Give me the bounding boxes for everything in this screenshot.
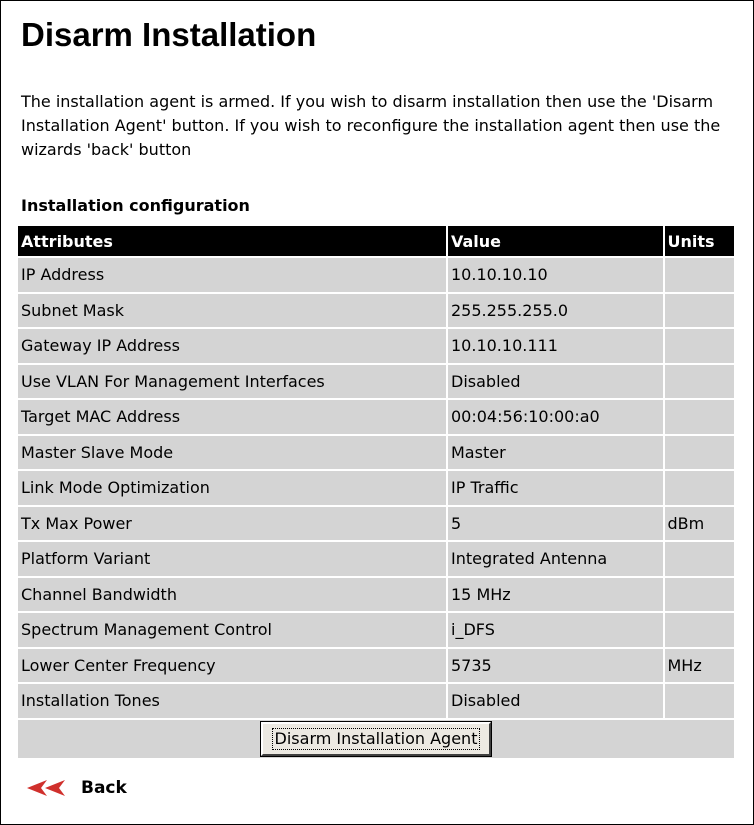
units-cell: MHz [665,649,735,683]
units-cell [665,329,735,363]
table-row [18,649,734,683]
table-row [18,400,734,434]
table-row [18,471,734,505]
value-cell: 10.10.10.10 [448,258,663,292]
config-table [16,224,736,760]
units-cell [665,542,735,576]
table-row [18,507,734,541]
column-header-units: Units [665,226,735,256]
column-header-attributes: Attributes [18,226,446,256]
units-cell [665,400,735,434]
table-row [18,436,734,470]
back-label: Back [81,778,127,798]
table-row [18,578,734,612]
value-cell: 15 MHz [448,578,663,612]
disarm-button-label: Disarm Installation Agent [274,728,478,748]
units-cell: dBm [665,507,735,541]
value-cell: 255.255.255.0 [448,294,663,328]
value-cell: Master [448,436,663,470]
units-cell [665,613,735,647]
value-cell: IP Traffic [448,471,663,505]
button-row [18,720,734,758]
units-cell [665,578,735,612]
intro-text: The installation agent is armed. If you wish to disarm installation then use the 'Disarm Installation Agent' button. If you wish to reconfigure the installation agent then use the wizards 'back' button [21,92,721,159]
attribute-cell: Gateway IP Address [18,329,446,363]
table-row [18,258,734,292]
attribute-cell: Use VLAN For Management Interfaces [18,365,446,399]
table-row [18,684,734,718]
attribute-cell: Spectrum Management Control [18,613,446,647]
back-link[interactable] [25,777,127,799]
table-row [18,542,734,576]
value-cell: 5735 [448,649,663,683]
units-cell [665,258,735,292]
value-cell: i_DFS [448,613,663,647]
value-cell: Disabled [448,684,663,718]
value-cell: Integrated Antenna [448,542,663,576]
value-cell: 5 [448,507,663,541]
table-header-row [18,226,734,256]
table-row [18,365,734,399]
units-cell [665,294,735,328]
value-cell: 00:04:56:10:00:a0 [448,400,663,434]
disarm-installation-agent-button[interactable] [261,722,492,756]
attribute-cell: Channel Bandwidth [18,578,446,612]
table-row [18,294,734,328]
units-cell [665,365,735,399]
attribute-cell: Installation Tones [18,684,446,718]
units-cell [665,436,735,470]
attribute-cell: Master Slave Mode [18,436,446,470]
column-header-value: Value [448,226,663,256]
attribute-cell: Target MAC Address [18,400,446,434]
attribute-cell: Tx Max Power [18,507,446,541]
attribute-cell: Platform Variant [18,542,446,576]
attribute-cell: Link Mode Optimization [18,471,446,505]
value-cell: Disabled [448,365,663,399]
attribute-cell: Lower Center Frequency [18,649,446,683]
table-row [18,613,734,647]
value-cell: 10.10.10.111 [448,329,663,363]
attribute-cell: Subnet Mask [18,294,446,328]
units-cell [665,471,735,505]
config-heading: Installation configuration [21,196,250,215]
attribute-cell: IP Address [18,258,446,292]
page-title: Disarm Installation [21,16,317,53]
double-left-arrow-icon [25,777,69,799]
button-cell [18,720,734,758]
units-cell [665,684,735,718]
table-row [18,329,734,363]
